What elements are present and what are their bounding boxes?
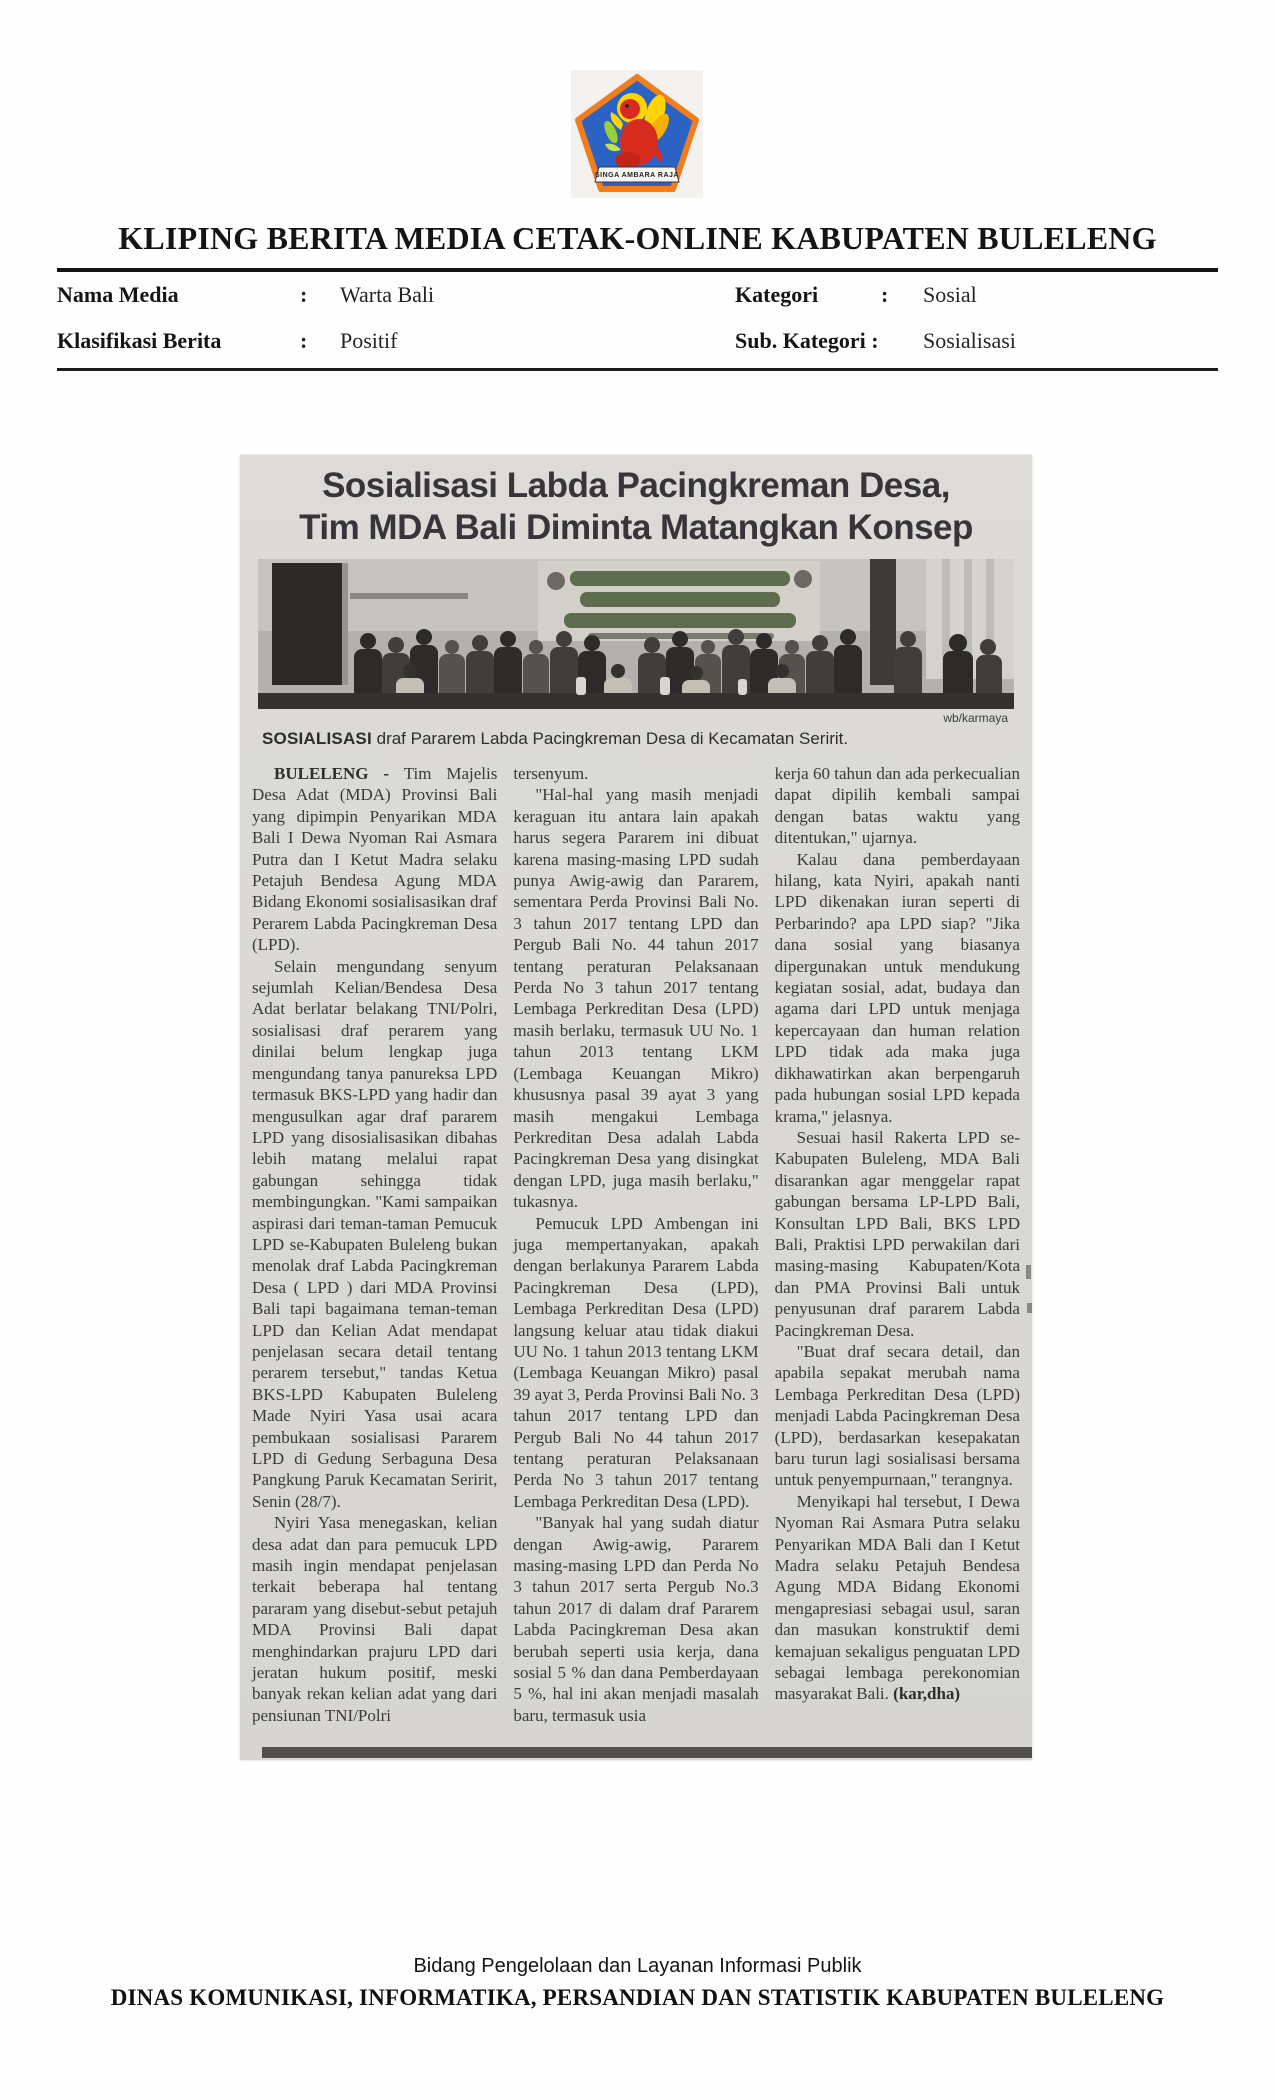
article-paragraph: Selain mengundang senyum sejumlah Kelian/Bendesa Desa Adat berlatar belakang TNI/Polri, sosialisasi draf perarem yang dinilai belum lengkap juga mengundang tanya panureksa LPD termasuk BKS-LPD yang hadir dan mengusulkan agar draf pararem LPD yang disosialisasikan dibahas lebih matang melalui rapat gabungan sehingga tidak membingungkan. "Kami sampaikan aspirasi dari teman-taman Pemucuk LPD se-Kabupaten Buleleng bukan menolak draf Labda Pacingkreman Desa ( LPD ) dari MDA Provinsi Bali tapi bagaimana teman-teman LPD dan Kelian Adat mendapat penjelasan secara detail tentang perarem tersebut," tandas Ketua BKS-LPD Kabupaten Buleleng Made Nyiri Yasa usai acara pembukaan sosialisasi Pararem LPD di Gedung Serbaguna Desa Pangkung Paruk Kecamatan Seririt, Senin (28/7). xyxy=(252,956,498,1511)
article-paragraph: Menyikapi hal tersebut, I Dewa Nyoman Rai Asmara Putra selaku Penyarikan MDA Bali dan I Ketut Madra selaku Petajuh Bendesa Agung MDA Bidang Ekonomi mengapresiasi sebagai usul, saran dan masukan konstruktif demi kemajuan sekaligus penguatan LPD sebagai lembaga perekonomian masyarakat Bali. (kar,dha) xyxy=(774,1491,1020,1704)
divider-rule-metadata xyxy=(57,368,1218,371)
caption-text: draf Pararem Labda Pacingkreman Desa di Kecamatan Seririt. xyxy=(371,729,849,748)
article-column-1 xyxy=(252,763,497,1726)
clipping-edge-mark xyxy=(1027,1303,1032,1313)
photo-credit: wb/karmaya xyxy=(943,711,1008,725)
metadata-label: Kategori xyxy=(735,282,819,307)
metadata-value: Positif xyxy=(340,328,398,353)
article-column-2 xyxy=(513,763,758,1726)
clipping-bottom-edge xyxy=(262,1747,1032,1758)
metadata-label: Nama Media xyxy=(57,282,179,307)
page-title: KLIPING BERITA MEDIA CETAK-ONLINE KABUPATEN BULELENG xyxy=(118,220,1157,256)
article-paragraph: tersenyum. xyxy=(513,764,589,783)
metadata-row xyxy=(57,328,1218,354)
divider-rule-top xyxy=(57,268,1218,272)
logo-banner-text: SINGA AMBARA RAJA xyxy=(595,172,679,179)
article-column-3 xyxy=(775,763,1020,1726)
headline-line2: Tim MDA Bali Diminta Matangkan Konsep xyxy=(299,508,973,547)
article-paragraph: Nyiri Yasa menegaskan, kelian desa adat dan para pemucuk LPD masih ingin mendapat penjelasan terkait beberapa hal tentang pararam yang disebut-sebut petajuh MDA Provinsi Bali dapat menghindarkan prajuru LPD dari jeratan hukum positif, meski banyak rekan kelian adat yang dari pensiunan TNI/Polri xyxy=(252,1513,498,1725)
clipping-edge-mark xyxy=(1026,1265,1031,1279)
metadata-colon: : xyxy=(300,328,308,353)
photo-caption xyxy=(262,729,1014,749)
footer-line1: Bidang Pengelolaan dan Layanan Informasi Publik xyxy=(413,1955,862,1977)
article-paragraph: Kalau dana pemberdayaan hilang, kata Nyiri, apakah nanti LPD dikenakan iuran seperti di Perbarindo? apa LPD siap? "Jika dana sosial yang biasanya dipergunakan untuk mendukung kegiatan sosial, adat, budaya dan agama dari LPD untuk menjaga kepercayaan dan human relation LPD tidak ada maka juga dikhawatirkan akan berpengaruh pada hubungan sosial LPD kepada krama," jelasnya. xyxy=(774,849,1020,1126)
headline-line1: Sosialisasi Labda Pacingkreman Desa, xyxy=(322,466,950,505)
metadata-value: Warta Bali xyxy=(340,282,435,307)
metadata-label: Sub. Kategori : xyxy=(735,328,879,353)
metadata-label: Klasifikasi Berita xyxy=(57,328,222,353)
article-paragraph: "Hal-hal yang masih menjadi keraguan itu antara lain apakah harus segera Pararem ini dibuat karena masing-masing LPD sudah punya Awig-awig dan Pararem, sementara Perda Provinsi Bali No. 3 tahun 2017 tentang LPD dan Pergub Bali No. 44 tahun 2017 tentang peraturan Pelaksanaan Perda No 3 tahun 2017 tentang Lembaga Perkreditan Desa (LPD) masih berlaku, termasuk UU No. 1 tahun 2013 tentang LKM (Lembaga Keuangan Mikro) khususnya pasal 39 ayat 3 yang masih mengakui Lembaga Perkreditan Desa adalah Labda Pacingkreman Desa yang disingkat dengan LPD, juga masih berlaku," tukasnya. xyxy=(513,785,759,1212)
footer-line2: DINAS KOMUNIKASI, INFORMATIKA, PERSANDIAN DAN STATISTIK KABUPATEN BULELENG xyxy=(110,1985,1165,2010)
caption-lead: SOSIALISASI xyxy=(262,729,372,748)
buleleng-logo xyxy=(571,70,703,198)
metadata-value: Sosial xyxy=(923,282,977,307)
clipping-headline xyxy=(240,465,1032,549)
metadata-colon: : xyxy=(881,282,889,307)
metadata-row xyxy=(57,282,1218,308)
article-paragraph: "Buat draf secara detail, dan apabila sepakat merubah nama Lembaga Perkreditan Desa (LPD) menjadi Labda Pacingkreman Desa (LPD), berdasarkan kesepakatan baru turun lagi sosialisasi bersama untuk penyempurnaan," terangnya. xyxy=(774,1341,1020,1490)
coat-of-arms-icon xyxy=(571,70,703,198)
article-paragraph: Pemucuk LPD Ambengan ini juga mempertanyakan, apakah dengan berlakunya Pararem Labda Pacingkreman Desa (LPD), Lembaga Perkreditan Desa (LPD) langsung keluar atau tidak diakui UU No. 1 tahun 2013 tentang LKM (Lembaga Keuangan Mikro) pasal 39 ayat 3, Perda Provinsi Bali No. 3 tahun 2017 tentang LPD dan Pergub Bali No 44 tahun 2017 tentang peraturan Pelaksanaan Perda No 3 tahun 2017 tentang Lembaga Perkreditan Desa (LPD). xyxy=(513,1213,759,1511)
article-columns xyxy=(252,763,1020,1726)
metadata-value: Sosialisasi xyxy=(923,328,1016,353)
news-clipping xyxy=(240,455,1032,1760)
article-paragraph: BULELENG - Tim Majelis Desa Adat (MDA) Provinsi Bali yang dipimpin Penyarikan MDA Bali I Dewa Nyoman Rai Asmara Putra dan I Ketut Madra selaku Petajuh Bendesa Agung MDA Bidang Ekonomi sosialisasikan draf Perarem Labda Pacingkreman Desa (LPD). xyxy=(252,764,498,955)
clipping-photo xyxy=(258,559,1014,709)
article-paragraph: Sesuai hasil Rakerta LPD se-Kabupaten Buleleng, MDA Bali disarankan agar menggelar rapat gabungan bersama LP-LPD Bali, Konsultan LPD Bali, BKS LPD Bali, Praktisi LPD perwakilan dari masing-masing Kabupaten/Kota dan PMA Provinsi Bali untuk penyusunan draf pararem Labda Pacingkreman Desa. xyxy=(774,1127,1020,1340)
article-paragraph: "Banyak hal yang sudah diatur dengan Awig-awig, Pararem masing-masing LPD dan Perda No 3 tahun 2017 serta Pergub No.3 tahun 2017 di dalam draf Pararem Labda Pacingkreman Desa akan berubah seperti usia kerja, dana sosial 5 % dan dana Pemberdayaan 5 %, hal ini akan menjadi masalah baru, termasuk usia xyxy=(513,1513,759,1725)
article-paragraph: kerja 60 tahun dan ada perkecualian dapat dipilih kembali sampai dengan batas waktu yang ditentukan," ujarnya. xyxy=(774,764,1020,848)
metadata-colon: : xyxy=(300,282,308,307)
